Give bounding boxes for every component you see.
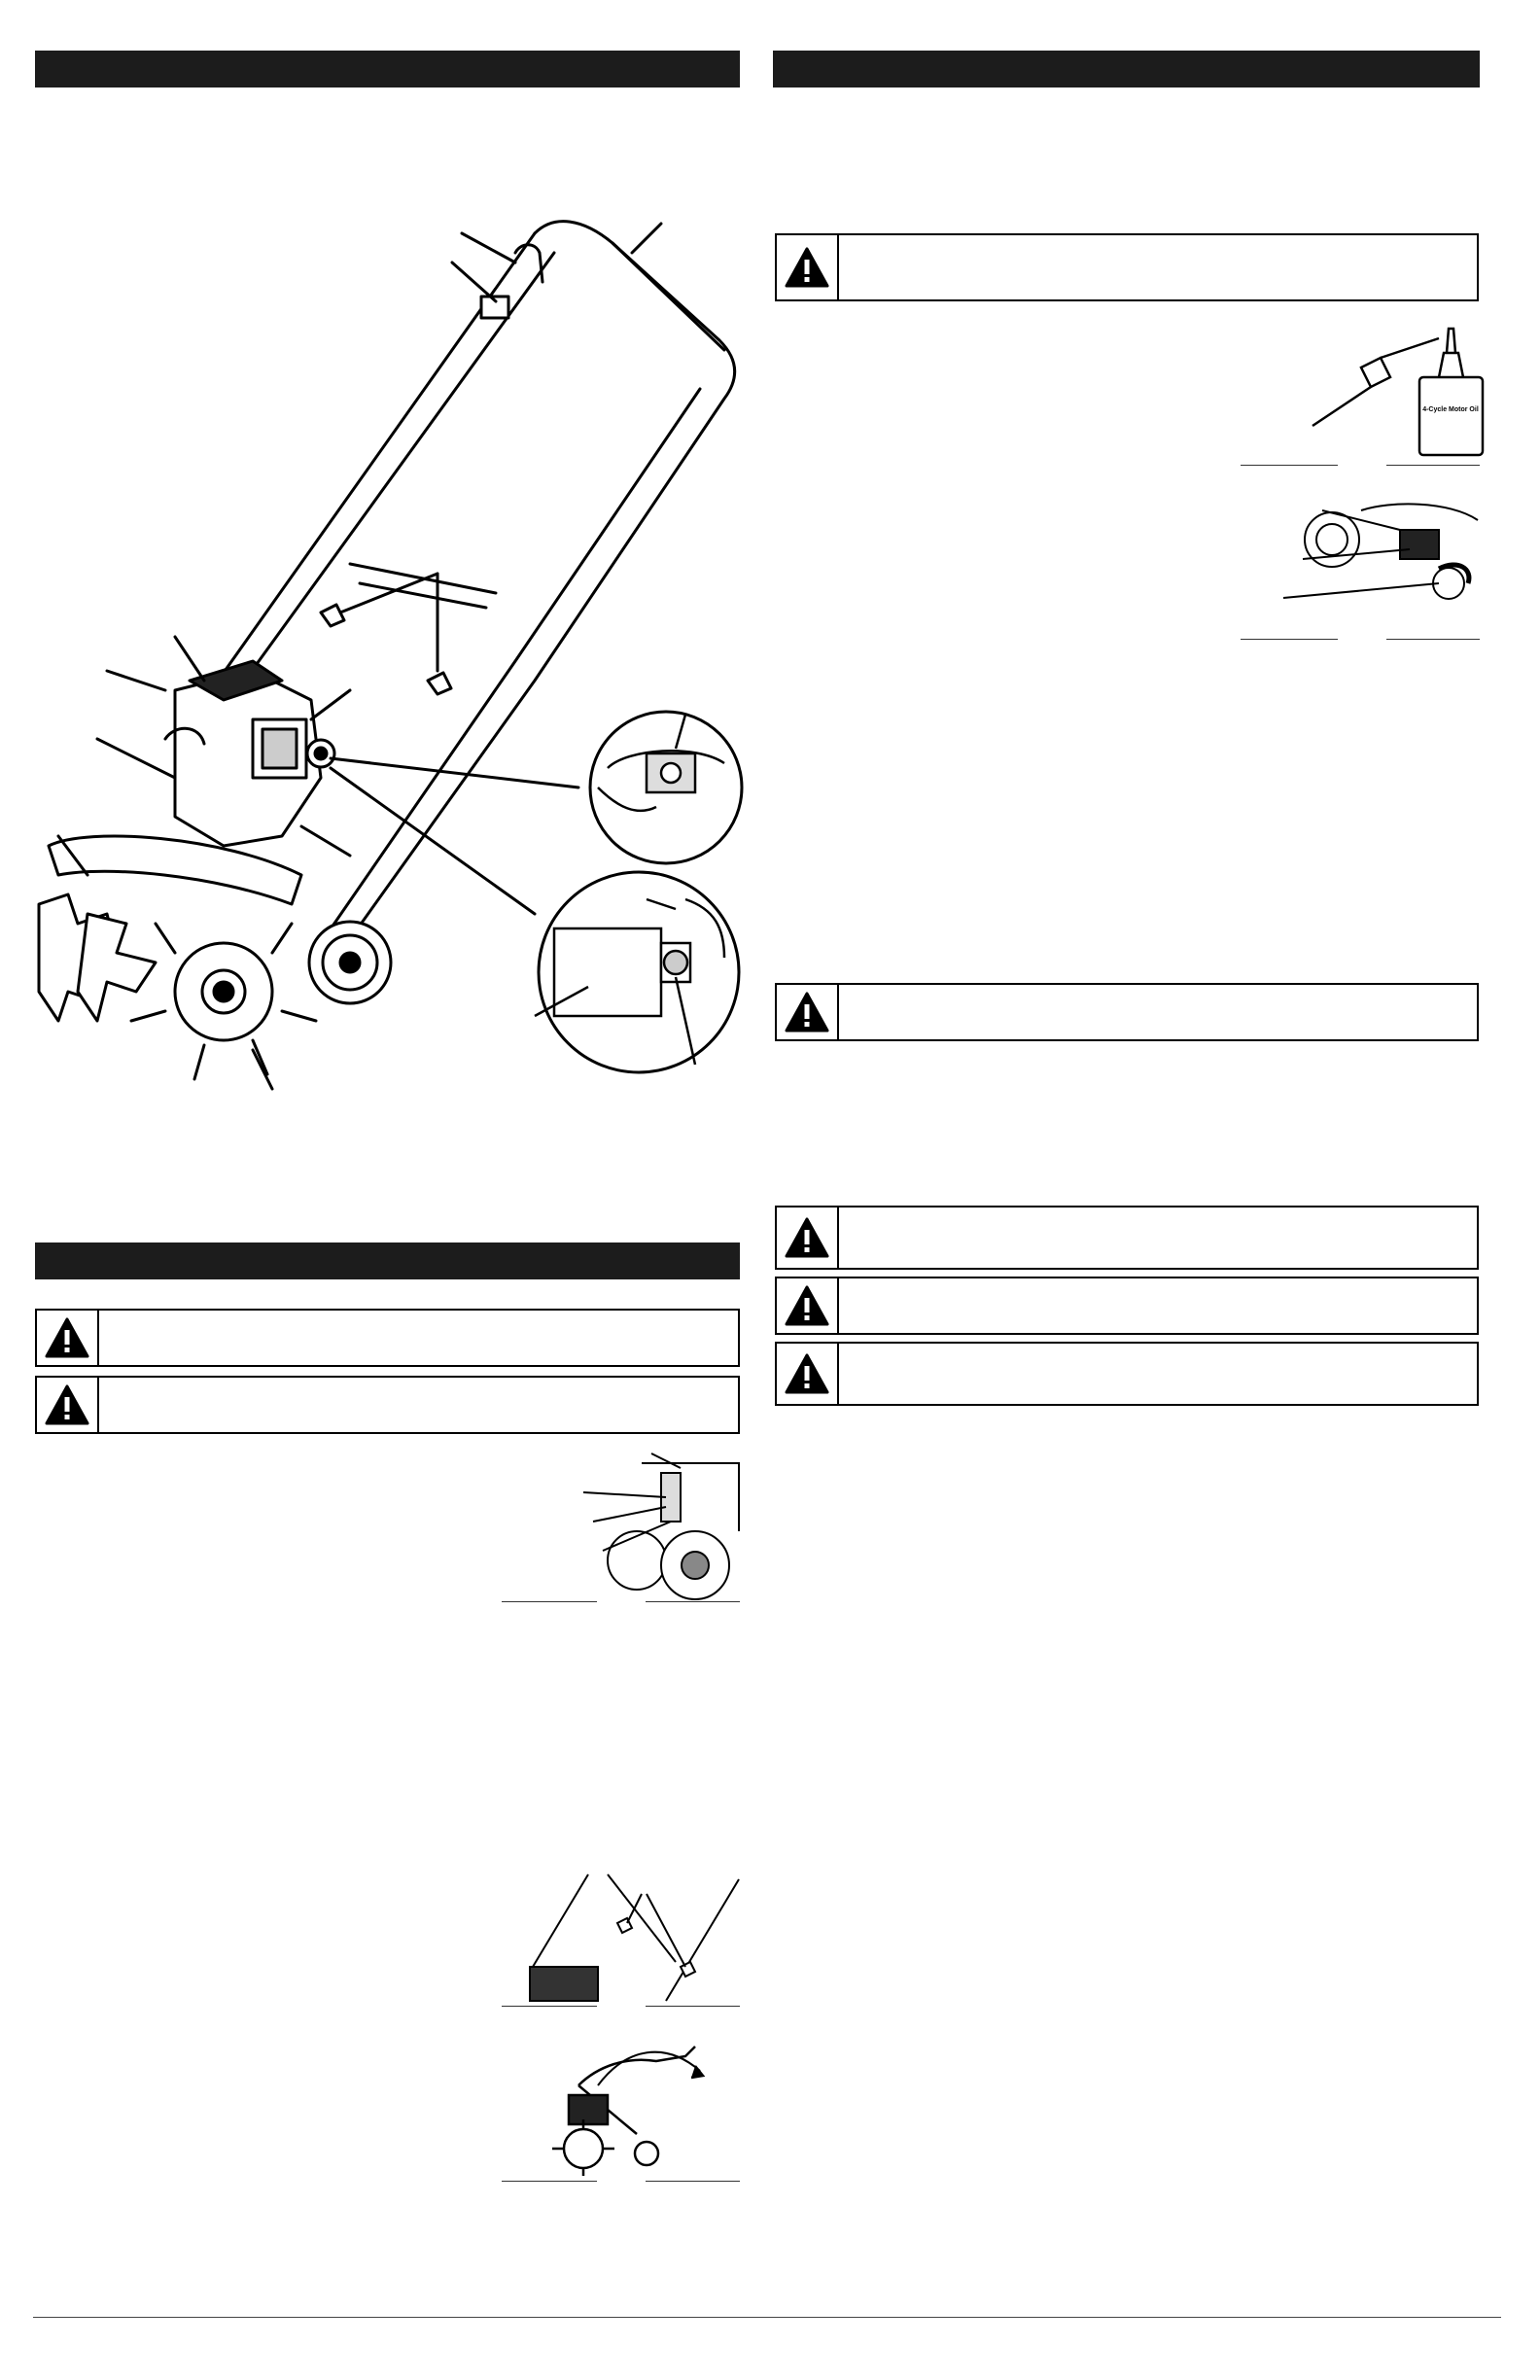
warning-text <box>851 985 1467 1039</box>
warning-icon <box>777 1278 839 1333</box>
fig-dipstick <box>1303 491 1483 627</box>
fig-fold-handle <box>540 2027 715 2173</box>
warning-text <box>851 1208 1467 1268</box>
warning-icon <box>37 1311 99 1365</box>
fig-wheel-caption-line-right <box>646 1601 740 1602</box>
warning-text <box>111 1311 728 1365</box>
fig-oil-bottle <box>1303 319 1488 455</box>
fig-handle-caption-line-right <box>646 2006 740 2007</box>
warning-box-1 <box>775 233 1479 301</box>
left-top-section-title <box>35 58 49 80</box>
right-top-section-title <box>773 58 787 80</box>
warning-text <box>851 235 1467 299</box>
fig-oil-caption-line-right <box>1386 465 1480 466</box>
right-top-section-bar <box>773 51 1480 88</box>
fig-handle-caption-line-left <box>502 2006 597 2007</box>
fig-fold-caption-line-right <box>646 2181 740 2182</box>
warning-icon <box>777 1344 839 1404</box>
fig-oil-caption-line-left <box>1241 465 1338 466</box>
warning-box-4 <box>775 1277 1479 1335</box>
fig-wheel-caption-line-left <box>502 1601 597 1602</box>
warning-box-left-2 <box>35 1376 740 1434</box>
fig-wheel-adjust <box>583 1453 744 1599</box>
warning-icon <box>777 235 839 299</box>
left-bottom-section-title <box>35 1250 49 1272</box>
left-bottom-section-bar <box>35 1242 740 1279</box>
inset-detail-fuel-tank <box>530 870 749 1074</box>
warning-box-2 <box>775 983 1479 1041</box>
warning-box-left-1 <box>35 1309 740 1367</box>
warning-text <box>111 1378 728 1432</box>
warning-icon <box>777 1208 839 1268</box>
fig-dipstick-caption-line-left <box>1241 639 1338 640</box>
fig-handle-knobs <box>510 1874 744 2006</box>
fig-dipstick-caption-line-right <box>1386 639 1480 640</box>
warning-box-3 <box>775 1206 1479 1270</box>
warning-icon <box>777 985 839 1039</box>
footer-rule <box>33 2317 1501 2318</box>
warning-icon <box>37 1378 99 1432</box>
warning-text <box>851 1278 1467 1333</box>
left-top-section-bar <box>35 51 740 88</box>
fig-fold-caption-line-left <box>502 2181 597 2182</box>
warning-box-5 <box>775 1342 1479 1406</box>
oil-bottle-label: 4-Cycle Motor Oil <box>1422 406 1479 413</box>
inset-detail-primer <box>578 710 753 865</box>
warning-text <box>851 1344 1467 1404</box>
